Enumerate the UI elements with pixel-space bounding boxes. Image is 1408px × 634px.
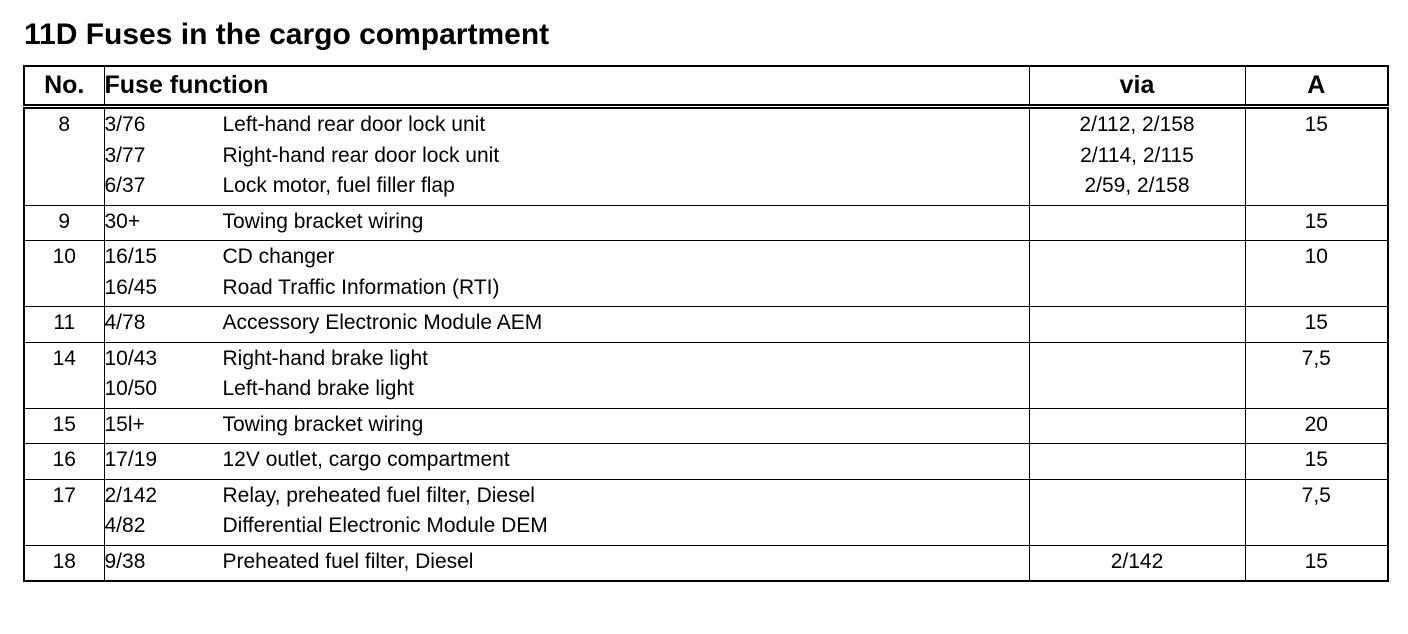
function-description: Right-hand rear door lock unit (222, 143, 500, 167)
component-reference: 16/15 (104, 245, 158, 268)
via-value (1030, 410, 1245, 441)
function-line (105, 273, 1029, 304)
table-row (24, 205, 1388, 241)
function-line (105, 242, 1029, 273)
fuse-table (23, 65, 1389, 582)
fuse-number: 11 (24, 307, 104, 343)
fuse-number: 16 (24, 444, 104, 480)
fuse-function-cell (104, 241, 1029, 307)
function-line (105, 110, 1029, 141)
table-row (24, 479, 1388, 545)
component-reference: 2/142 (104, 483, 158, 507)
fuse-number: 17 (24, 479, 104, 545)
column-header-amp: A (1245, 66, 1388, 107)
fuse-via-cell (1029, 107, 1245, 206)
via-value: 2/59, 2/158 (1084, 174, 1190, 197)
function-description: Towing bracket wiring (222, 209, 424, 233)
function-line (105, 344, 1029, 375)
via-value: 2/114, 2/115 (1080, 143, 1194, 167)
fuse-via-cell (1029, 241, 1245, 307)
function-description: Differential Electronic Module DEM (222, 514, 548, 537)
function-description: CD changer (222, 245, 335, 268)
component-reference: 16/45 (104, 275, 158, 299)
fuse-function-cell (104, 545, 1029, 581)
fuse-amperage: 7,5 (1245, 342, 1388, 408)
fuse-amperage: 15 (1245, 107, 1388, 206)
function-line (105, 374, 1029, 405)
component-reference: 17/19 (104, 448, 158, 471)
fuse-function-cell (104, 444, 1029, 480)
fuse-amperage: 15 (1245, 205, 1388, 241)
function-description: Right-hand brake light (222, 346, 428, 370)
component-reference: 10/50 (104, 377, 158, 400)
component-reference: 3/76 (104, 113, 146, 136)
function-line (105, 445, 1029, 476)
fuse-via-cell (1029, 342, 1245, 408)
table-row (24, 342, 1388, 408)
component-reference: 10/43 (104, 346, 158, 370)
via-value (1030, 481, 1245, 512)
via-value: 2/142 (1110, 549, 1164, 573)
fuse-number: 14 (24, 342, 104, 408)
fuse-amperage: 15 (1245, 444, 1388, 480)
via-value (1030, 308, 1245, 339)
column-header-no: No. (24, 66, 104, 107)
fuse-number: 8 (24, 107, 104, 206)
via-value (1030, 273, 1245, 304)
page-title: 11D Fuses in the cargo compartment (24, 18, 550, 51)
table-header-row (24, 66, 1388, 107)
function-line (105, 410, 1029, 441)
table-row (24, 408, 1388, 444)
function-line (105, 308, 1029, 339)
fuse-via-cell (1029, 307, 1245, 343)
function-line (105, 171, 1029, 202)
function-description: Accessory Electronic Module AEM (222, 311, 543, 334)
table-row (24, 107, 1388, 206)
column-header-function: Fuse function (104, 66, 1029, 107)
fuse-via-cell (1029, 545, 1245, 581)
fuse-amperage: 10 (1245, 241, 1388, 307)
function-description: Left-hand brake light (222, 377, 414, 400)
function-description: Relay, preheated fuel filter, Diesel (222, 483, 535, 507)
function-line (105, 207, 1029, 238)
component-reference: 3/77 (104, 143, 146, 167)
function-description: Road Traffic Information (RTI) (222, 275, 500, 299)
component-reference: 6/37 (104, 174, 146, 197)
function-description: Towing bracket wiring (222, 412, 424, 436)
function-line (105, 547, 1029, 578)
function-line (105, 481, 1029, 512)
fuse-function-cell (104, 342, 1029, 408)
fuse-number: 9 (24, 205, 104, 241)
component-reference: 15l+ (104, 412, 145, 436)
function-description: Left-hand rear door lock unit (222, 113, 486, 136)
component-reference: 30+ (104, 209, 141, 233)
via-value (1030, 374, 1245, 405)
function-line (105, 511, 1029, 542)
via-value: 2/112, 2/158 (1079, 113, 1195, 136)
fuse-table-body (24, 107, 1388, 582)
fuse-number: 10 (24, 241, 104, 307)
fuse-via-cell (1029, 408, 1245, 444)
function-description: Preheated fuel filter, Diesel (222, 549, 474, 573)
fuse-via-cell (1029, 444, 1245, 480)
table-row (24, 241, 1388, 307)
fuse-function-cell (104, 307, 1029, 343)
fuse-function-cell (104, 408, 1029, 444)
fuse-function-cell (104, 479, 1029, 545)
via-value (1030, 344, 1245, 375)
via-value (1030, 445, 1245, 476)
component-reference: 4/78 (104, 311, 146, 334)
via-value (1030, 207, 1245, 238)
fuse-amperage: 7,5 (1245, 479, 1388, 545)
component-reference: 4/82 (104, 514, 146, 537)
fuse-number: 18 (24, 545, 104, 581)
via-value (1030, 511, 1245, 542)
function-description: 12V outlet, cargo compartment (222, 448, 510, 471)
table-row (24, 307, 1388, 343)
fuse-amperage: 20 (1245, 408, 1388, 444)
fuse-function-cell (104, 107, 1029, 206)
via-value (1030, 242, 1245, 273)
component-reference: 9/38 (104, 549, 146, 573)
fuse-amperage: 15 (1245, 307, 1388, 343)
table-row (24, 444, 1388, 480)
table-row (24, 545, 1388, 581)
fuse-via-cell (1029, 205, 1245, 241)
function-line (105, 141, 1029, 172)
fuse-function-cell (104, 205, 1029, 241)
fuse-amperage: 15 (1245, 545, 1388, 581)
fuse-via-cell (1029, 479, 1245, 545)
column-header-via: via (1029, 66, 1245, 107)
fuse-number: 15 (24, 408, 104, 444)
function-description: Lock motor, fuel filler flap (222, 174, 455, 197)
